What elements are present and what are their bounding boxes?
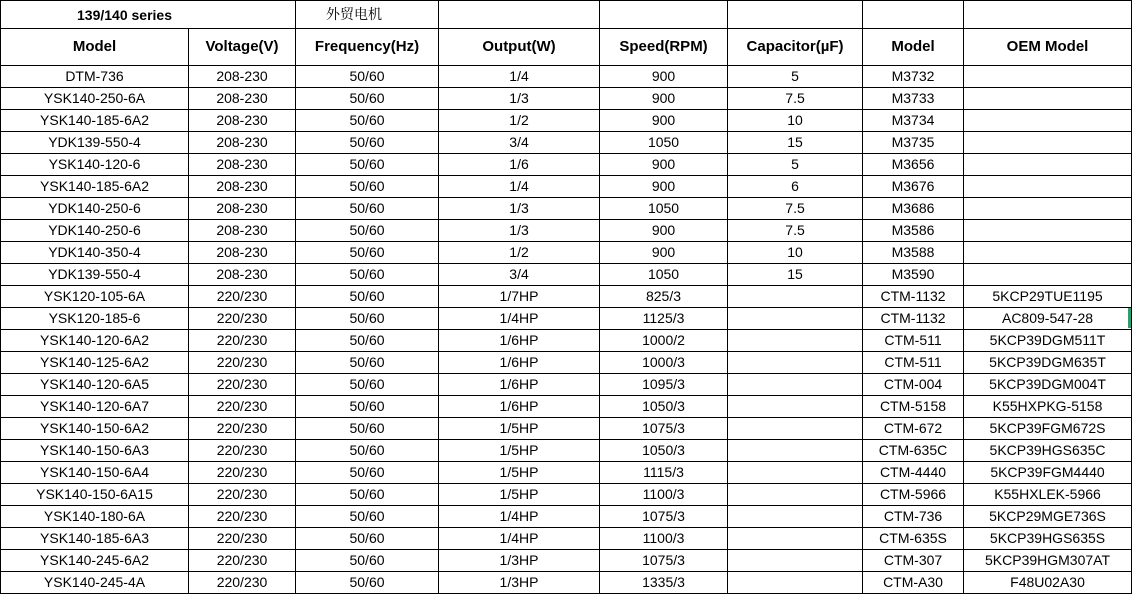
cell-frequency: 50/60 — [296, 506, 439, 528]
cell-speed: 1050/3 — [600, 440, 728, 462]
cell-model: YSK140-120-6A7 — [1, 396, 189, 418]
cell-capacitor — [728, 374, 863, 396]
cell-model: YSK140-245-6A2 — [1, 550, 189, 572]
cell-model: YSK140-150-6A15 — [1, 484, 189, 506]
cell-output: 1/6 — [439, 154, 600, 176]
cell-output: 1/5HP — [439, 440, 600, 462]
cell-frequency: 50/60 — [296, 132, 439, 154]
cell-model-code: M3734 — [863, 110, 964, 132]
cell-model-code: M3735 — [863, 132, 964, 154]
cell-model: YSK140-185-6A2 — [1, 110, 189, 132]
table-row — [1, 66, 1132, 88]
cell-speed: 900 — [600, 220, 728, 242]
cell-oem-model: K55HXPKG-5158 — [964, 396, 1132, 418]
table-row — [1, 440, 1132, 462]
cell-frequency: 50/60 — [296, 176, 439, 198]
cell-capacitor — [728, 308, 863, 330]
table-row — [1, 418, 1132, 440]
cell-voltage: 208-230 — [189, 154, 296, 176]
cell-model: DTM-736 — [1, 66, 189, 88]
cell-capacitor: 6 — [728, 176, 863, 198]
title-row — [1, 1, 1132, 29]
cell-model: YDK140-250-6 — [1, 198, 189, 220]
cell-voltage: 220/230 — [189, 352, 296, 374]
cell-oem-model: 5KCP39FGM4440 — [964, 462, 1132, 484]
cell-capacitor — [728, 286, 863, 308]
cell-model-code: M3686 — [863, 198, 964, 220]
cell-voltage: 208-230 — [189, 110, 296, 132]
cell-voltage: 208-230 — [189, 264, 296, 286]
table-row — [1, 352, 1132, 374]
cell-frequency: 50/60 — [296, 330, 439, 352]
cell-model: YSK140-245-4A — [1, 572, 189, 594]
cell-capacitor — [728, 418, 863, 440]
cell-oem-model: 5KCP29TUE1195 — [964, 286, 1132, 308]
cell-capacitor — [728, 396, 863, 418]
cell-model: YDK139-550-4 — [1, 132, 189, 154]
cell-model: YSK140-250-6A — [1, 88, 189, 110]
cell-output: 1/3 — [439, 88, 600, 110]
cell-model-code: M3732 — [863, 66, 964, 88]
cell-output: 1/6HP — [439, 396, 600, 418]
cell-model-code: CTM-736 — [863, 506, 964, 528]
cell-frequency: 50/60 — [296, 528, 439, 550]
cell-frequency: 50/60 — [296, 418, 439, 440]
cell-speed: 1000/2 — [600, 330, 728, 352]
cell-model-code: CTM-635C — [863, 440, 964, 462]
cell-frequency: 50/60 — [296, 220, 439, 242]
cell-frequency: 50/60 — [296, 198, 439, 220]
cell-model: YDK140-250-6 — [1, 220, 189, 242]
header-row — [1, 29, 1132, 66]
cell-model-code: CTM-511 — [863, 330, 964, 352]
cell-capacitor: 7.5 — [728, 88, 863, 110]
cell-output: 1/5HP — [439, 462, 600, 484]
cell-model-code: CTM-4440 — [863, 462, 964, 484]
cell-voltage: 220/230 — [189, 418, 296, 440]
cell-oem-model: 5KCP39HGM307AT — [964, 550, 1132, 572]
table-row — [1, 264, 1132, 286]
table-row — [1, 132, 1132, 154]
table-row — [1, 550, 1132, 572]
cell-capacitor: 15 — [728, 132, 863, 154]
chinese-title: 外贸电机 — [296, 1, 439, 29]
cell-model: YSK140-120-6 — [1, 154, 189, 176]
cell-model-code: CTM-1132 — [863, 308, 964, 330]
cell-capacitor — [728, 572, 863, 594]
cell-model-code: CTM-635S — [863, 528, 964, 550]
cell-speed: 825/3 — [600, 286, 728, 308]
cell-voltage: 220/230 — [189, 528, 296, 550]
cell-frequency: 50/60 — [296, 308, 439, 330]
header-model-code: Model — [863, 29, 964, 66]
cell-voltage: 220/230 — [189, 396, 296, 418]
table-row — [1, 176, 1132, 198]
cell-oem-model: F48U02A30 — [964, 572, 1132, 594]
cell-oem-model: 5KCP39DGM004T — [964, 374, 1132, 396]
cell-voltage: 220/230 — [189, 286, 296, 308]
cell-speed: 900 — [600, 110, 728, 132]
table-row — [1, 220, 1132, 242]
cell-model-code: M3588 — [863, 242, 964, 264]
table-row — [1, 462, 1132, 484]
cell-output: 3/4 — [439, 264, 600, 286]
header-oem-model: OEM Model — [964, 29, 1132, 66]
cell-oem-model: 5KCP39HGS635C — [964, 440, 1132, 462]
cell-capacitor — [728, 352, 863, 374]
cell-output: 1/4 — [439, 66, 600, 88]
cell-model-code: CTM-5158 — [863, 396, 964, 418]
cell-voltage: 220/230 — [189, 308, 296, 330]
cell-voltage: 220/230 — [189, 506, 296, 528]
cell-oem-model: 5KCP39HGS635S — [964, 528, 1132, 550]
cell-capacitor: 7.5 — [728, 220, 863, 242]
cell-oem-model: 5KCP29MGE736S — [964, 506, 1132, 528]
cell-voltage: 220/230 — [189, 374, 296, 396]
cell-capacitor: 5 — [728, 154, 863, 176]
header-voltage: Voltage(V) — [189, 29, 296, 66]
cell-oem-model — [964, 154, 1132, 176]
cell-frequency: 50/60 — [296, 396, 439, 418]
cell-frequency: 50/60 — [296, 440, 439, 462]
cell-frequency: 50/60 — [296, 484, 439, 506]
cell-model: YSK140-120-6A5 — [1, 374, 189, 396]
cell-oem-model: 5KCP39DGM635T — [964, 352, 1132, 374]
series-title: 139/140 series — [1, 1, 296, 29]
header-frequency: Frequency(Hz) — [296, 29, 439, 66]
cell-model: YSK120-185-6 — [1, 308, 189, 330]
cell-frequency: 50/60 — [296, 550, 439, 572]
cell-model: YSK140-150-6A2 — [1, 418, 189, 440]
cell-output: 1/2 — [439, 242, 600, 264]
table-row — [1, 484, 1132, 506]
cell-oem-model: AC809-547-28 — [964, 308, 1132, 330]
cell-voltage: 220/230 — [189, 440, 296, 462]
cell-output: 1/3 — [439, 198, 600, 220]
cell-speed: 900 — [600, 154, 728, 176]
cell-model-code: CTM-004 — [863, 374, 964, 396]
cell-output: 1/4HP — [439, 308, 600, 330]
table-row — [1, 506, 1132, 528]
cell-model: YSK140-180-6A — [1, 506, 189, 528]
cell-speed: 1000/3 — [600, 352, 728, 374]
cell-speed: 1075/3 — [600, 506, 728, 528]
cell-output: 1/6HP — [439, 352, 600, 374]
table-row — [1, 374, 1132, 396]
cell-frequency: 50/60 — [296, 374, 439, 396]
cell-frequency: 50/60 — [296, 66, 439, 88]
cell-oem-model: 5KCP39FGM672S — [964, 418, 1132, 440]
cell-speed: 900 — [600, 176, 728, 198]
cell-oem-model — [964, 66, 1132, 88]
cell-capacitor — [728, 462, 863, 484]
cell-oem-model — [964, 242, 1132, 264]
cell-model-code: M3656 — [863, 154, 964, 176]
table-row — [1, 242, 1132, 264]
cell-model-code: M3676 — [863, 176, 964, 198]
cell-model: YSK140-185-6A3 — [1, 528, 189, 550]
cell-model-code: CTM-672 — [863, 418, 964, 440]
header-model: Model — [1, 29, 189, 66]
cell-frequency: 50/60 — [296, 154, 439, 176]
table-row — [1, 154, 1132, 176]
cell-voltage: 220/230 — [189, 330, 296, 352]
cell-oem-model — [964, 110, 1132, 132]
empty-cell — [863, 1, 964, 29]
cell-output: 1/5HP — [439, 484, 600, 506]
header-capacitor: Capacitor(µF) — [728, 29, 863, 66]
cell-model-code: M3586 — [863, 220, 964, 242]
cell-oem-model — [964, 264, 1132, 286]
cell-capacitor — [728, 528, 863, 550]
cell-output: 1/4 — [439, 176, 600, 198]
cell-voltage: 208-230 — [189, 242, 296, 264]
empty-cell — [728, 1, 863, 29]
cell-oem-model: 5KCP39DGM511T — [964, 330, 1132, 352]
cell-frequency: 50/60 — [296, 264, 439, 286]
table-row — [1, 528, 1132, 550]
cell-frequency: 50/60 — [296, 572, 439, 594]
cell-oem-model — [964, 88, 1132, 110]
cell-voltage: 220/230 — [189, 484, 296, 506]
cell-voltage: 208-230 — [189, 220, 296, 242]
cell-speed: 1115/3 — [600, 462, 728, 484]
cell-model-code: M3590 — [863, 264, 964, 286]
cell-model: YSK120-105-6A — [1, 286, 189, 308]
cell-output: 1/7HP — [439, 286, 600, 308]
cell-speed: 900 — [600, 66, 728, 88]
cell-output: 1/2 — [439, 110, 600, 132]
cell-oem-model — [964, 220, 1132, 242]
cell-frequency: 50/60 — [296, 352, 439, 374]
cell-model-code: CTM-5966 — [863, 484, 964, 506]
cell-voltage: 220/230 — [189, 462, 296, 484]
cell-voltage: 208-230 — [189, 88, 296, 110]
cell-model: YSK140-120-6A2 — [1, 330, 189, 352]
cell-speed: 1100/3 — [600, 528, 728, 550]
cell-oem-model — [964, 132, 1132, 154]
cell-output: 1/4HP — [439, 506, 600, 528]
table-row — [1, 396, 1132, 418]
cell-speed: 900 — [600, 242, 728, 264]
cell-speed: 1125/3 — [600, 308, 728, 330]
cell-model: YSK140-185-6A2 — [1, 176, 189, 198]
cell-model-code: CTM-307 — [863, 550, 964, 572]
cell-voltage: 208-230 — [189, 198, 296, 220]
cell-model: YSK140-150-6A4 — [1, 462, 189, 484]
cell-voltage: 208-230 — [189, 176, 296, 198]
cell-capacitor — [728, 506, 863, 528]
table-row — [1, 572, 1132, 594]
cell-output: 1/6HP — [439, 330, 600, 352]
cell-capacitor: 10 — [728, 242, 863, 264]
cell-output: 1/4HP — [439, 528, 600, 550]
cell-speed: 1100/3 — [600, 484, 728, 506]
table-row — [1, 308, 1132, 330]
header-output: Output(W) — [439, 29, 600, 66]
table-row — [1, 110, 1132, 132]
cell-oem-model — [964, 198, 1132, 220]
cell-oem-model — [964, 176, 1132, 198]
cell-output: 1/3HP — [439, 550, 600, 572]
empty-cell — [964, 1, 1132, 29]
cell-model: YSK140-125-6A2 — [1, 352, 189, 374]
cell-output: 3/4 — [439, 132, 600, 154]
cell-capacitor — [728, 330, 863, 352]
cell-voltage: 208-230 — [189, 132, 296, 154]
cell-capacitor — [728, 484, 863, 506]
cell-capacitor: 7.5 — [728, 198, 863, 220]
cell-frequency: 50/60 — [296, 286, 439, 308]
table-row — [1, 330, 1132, 352]
cell-model-code: CTM-511 — [863, 352, 964, 374]
cell-oem-model: K55HXLEK-5966 — [964, 484, 1132, 506]
cell-frequency: 50/60 — [296, 462, 439, 484]
cell-model-code: CTM-1132 — [863, 286, 964, 308]
cell-output: 1/3 — [439, 220, 600, 242]
cell-model: YDK139-550-4 — [1, 264, 189, 286]
cell-selection-marker — [1128, 308, 1131, 328]
header-speed: Speed(RPM) — [600, 29, 728, 66]
cell-capacitor: 5 — [728, 66, 863, 88]
cell-frequency: 50/60 — [296, 110, 439, 132]
cell-speed: 1050 — [600, 264, 728, 286]
cell-model-code: M3733 — [863, 88, 964, 110]
cell-speed: 1075/3 — [600, 418, 728, 440]
cell-output: 1/5HP — [439, 418, 600, 440]
empty-cell — [439, 1, 600, 29]
cell-voltage: 220/230 — [189, 572, 296, 594]
cell-speed: 1050/3 — [600, 396, 728, 418]
table-row — [1, 198, 1132, 220]
cell-model: YDK140-350-4 — [1, 242, 189, 264]
cell-voltage: 208-230 — [189, 66, 296, 88]
cell-speed: 1050 — [600, 198, 728, 220]
table-row — [1, 286, 1132, 308]
cell-model-code: CTM-A30 — [863, 572, 964, 594]
cell-capacitor: 10 — [728, 110, 863, 132]
cell-speed: 1075/3 — [600, 550, 728, 572]
cell-speed: 1050 — [600, 132, 728, 154]
cell-output: 1/6HP — [439, 374, 600, 396]
cell-speed: 1095/3 — [600, 374, 728, 396]
empty-cell — [600, 1, 728, 29]
cell-model: YSK140-150-6A3 — [1, 440, 189, 462]
table-row — [1, 88, 1132, 110]
cell-capacitor — [728, 550, 863, 572]
cell-speed: 1335/3 — [600, 572, 728, 594]
cell-capacitor: 15 — [728, 264, 863, 286]
cell-output: 1/3HP — [439, 572, 600, 594]
cell-voltage: 220/230 — [189, 550, 296, 572]
cell-frequency: 50/60 — [296, 88, 439, 110]
cell-frequency: 50/60 — [296, 242, 439, 264]
cell-speed: 900 — [600, 88, 728, 110]
cell-capacitor — [728, 440, 863, 462]
